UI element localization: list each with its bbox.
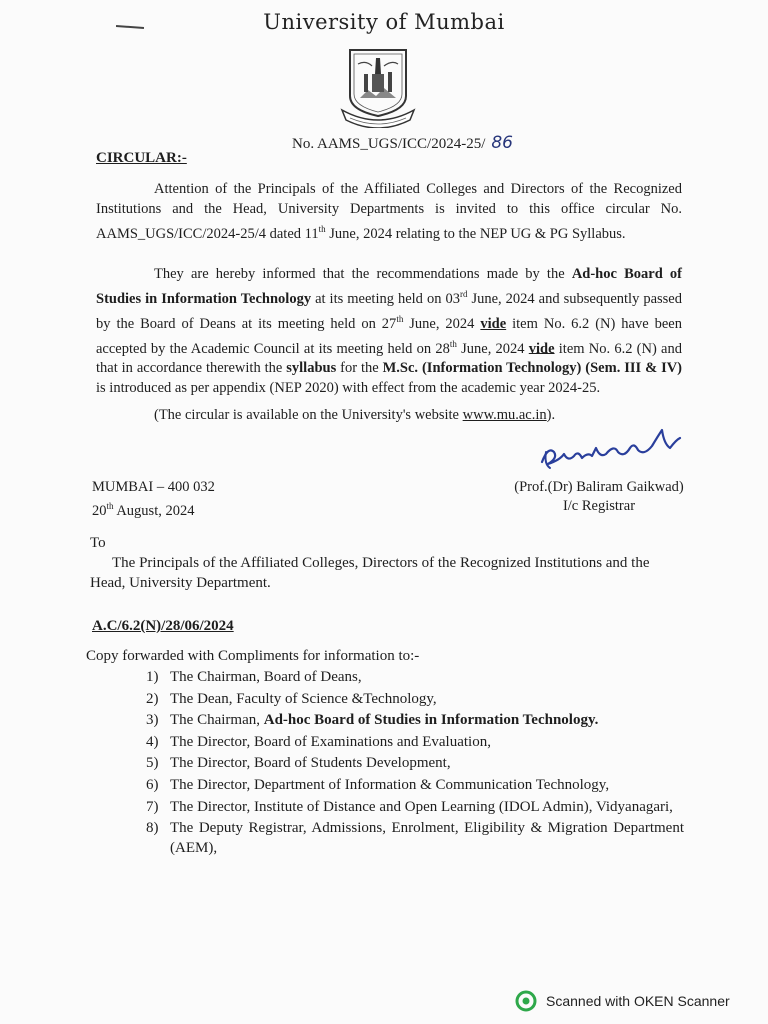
- circular-heading: CIRCULAR:-: [96, 150, 187, 166]
- list-item-number: 3): [146, 712, 159, 729]
- university-seal-logo: [336, 44, 420, 128]
- copy-recipient-list: [146, 667, 684, 860]
- place-and-date: [92, 478, 215, 521]
- list-item-number: 5): [146, 755, 159, 772]
- university-title: University of Mumbai: [263, 10, 505, 34]
- para2-text-3: June, 2024 and subsequently passed by the Board of Deans at its meeting held on 27: [96, 290, 682, 332]
- list-item-number: 1): [146, 669, 159, 685]
- website-prefix: (The circular is available on the University's website: [154, 407, 463, 423]
- registrar-signature: [534, 418, 684, 478]
- registrar-block: [502, 478, 696, 516]
- list-item-number: 7): [146, 798, 159, 815]
- website-link[interactable]: www.mu.ac.in: [462, 407, 547, 423]
- list-item-number: 4): [146, 733, 159, 750]
- list-item-bold: Ad-hoc Board of Studies in Information Technology.: [263, 712, 599, 729]
- place: MUMBAI – 400 032: [92, 479, 215, 495]
- scanner-text: Scanned with OKEN Scanner: [546, 993, 730, 1009]
- list-item-text: The Chairman,: [170, 712, 264, 729]
- para2-text-6: June, 2024: [456, 340, 529, 357]
- date-day: 20: [92, 502, 107, 519]
- list-item-text: The Chairman, Board of Deans,: [170, 669, 362, 685]
- vide-word-2: vide: [528, 340, 555, 357]
- syllabus-word: syllabus: [286, 360, 337, 377]
- para2-text-4: June, 2024: [403, 315, 481, 332]
- website-suffix: ).: [546, 407, 556, 423]
- list-item: [146, 732, 684, 752]
- addressee-text: The Principals of the Affiliated Colleges, Directors of the Recognized Institutions and the Head, University Department.: [90, 555, 650, 591]
- board-of-studies-name: Ad-hoc Board of Studies in Information Technology: [96, 266, 682, 307]
- list-item: [146, 753, 684, 773]
- list-item-number: 8): [146, 820, 159, 837]
- para2-text-1: They are hereby informed that the recommendations made by the: [154, 266, 572, 282]
- list-item-number: 2): [146, 690, 159, 707]
- list-item: [146, 775, 684, 795]
- list-item-text: The Director, Board of Examinations and Evaluation,: [170, 733, 491, 750]
- list-item: [146, 818, 684, 858]
- signatory-designation: I/c Registrar: [562, 498, 636, 514]
- to-label: To: [90, 535, 106, 551]
- copy-forwarded-heading: Copy forwarded with Compliments for information to:-: [86, 648, 420, 664]
- circular-label: [96, 150, 187, 167]
- academic-council-reference: A.C/6.2(N)/28/06/2024: [92, 618, 234, 634]
- para2-text-7: item No. 6.2 (N) and that in accordance therewith the: [96, 340, 682, 377]
- date-rest: August, 2024: [113, 502, 195, 519]
- paragraph-recommendation: [96, 264, 682, 398]
- paragraph-reference: Attention of the Principals of the Affiliated Colleges and Directors of the Recognized Institutions and the Head, University Departments is invited to this office circular No. AAMS_UGS/ICC/2024-25/4 dated 11th June, 2024 relating to the NEP UG & PG Syllabus.: [96, 181, 682, 242]
- para2-text-8: for the: [336, 360, 383, 377]
- list-item-text: The Dean, Faculty of Science &Technology,: [170, 690, 437, 707]
- vide-word-1: vide: [480, 315, 507, 332]
- signatory-name: (Prof.(Dr) Baliram Gaikwad): [514, 479, 684, 495]
- list-item-text: The Director, Department of Information & Communication Technology,: [170, 776, 610, 793]
- list-item-text: The Director, Institute of Distance and Open Learning (IDOL Admin), Vidyanagari,: [170, 798, 673, 815]
- para2-sup-2: th: [396, 313, 404, 324]
- programme-name: M.Sc. (Information Technology) (Sem. III & IV): [382, 360, 683, 377]
- list-item-number: 6): [146, 776, 159, 793]
- oken-scanner-icon: [515, 990, 537, 1012]
- para2-text-9: is introduced as per appendix (NEP 2020) with effect from the academic year 2024-25.: [96, 380, 601, 397]
- list-item: [146, 797, 684, 817]
- paragraph-website: [154, 407, 555, 424]
- list-item: [146, 667, 684, 687]
- list-item-text: The Deputy Registrar, Admissions, Enrolment, Eligibility & Migration Department (AEM),: [170, 820, 684, 857]
- para2-sup-1: rd: [459, 289, 468, 299]
- list-item-text: The Director, Board of Students Development,: [170, 755, 451, 772]
- para2-text-5: item No. 6.2 (N) have been accepted by the Academic Council at its meeting held on 28: [96, 315, 682, 357]
- para2-text-2: at its meeting held on 03: [311, 290, 460, 307]
- para2-sup-3: th: [449, 338, 457, 349]
- scanner-watermark: [515, 990, 730, 1012]
- circular-number-text: No. AAMS_UGS/ICC/2024-25/: [292, 136, 486, 152]
- circular-number-handwritten: 86: [491, 133, 513, 153]
- issue-date: [92, 497, 215, 521]
- date-sup: th: [106, 501, 114, 511]
- list-item: [146, 689, 684, 709]
- list-item: [146, 710, 684, 730]
- circular-number: [292, 133, 513, 153]
